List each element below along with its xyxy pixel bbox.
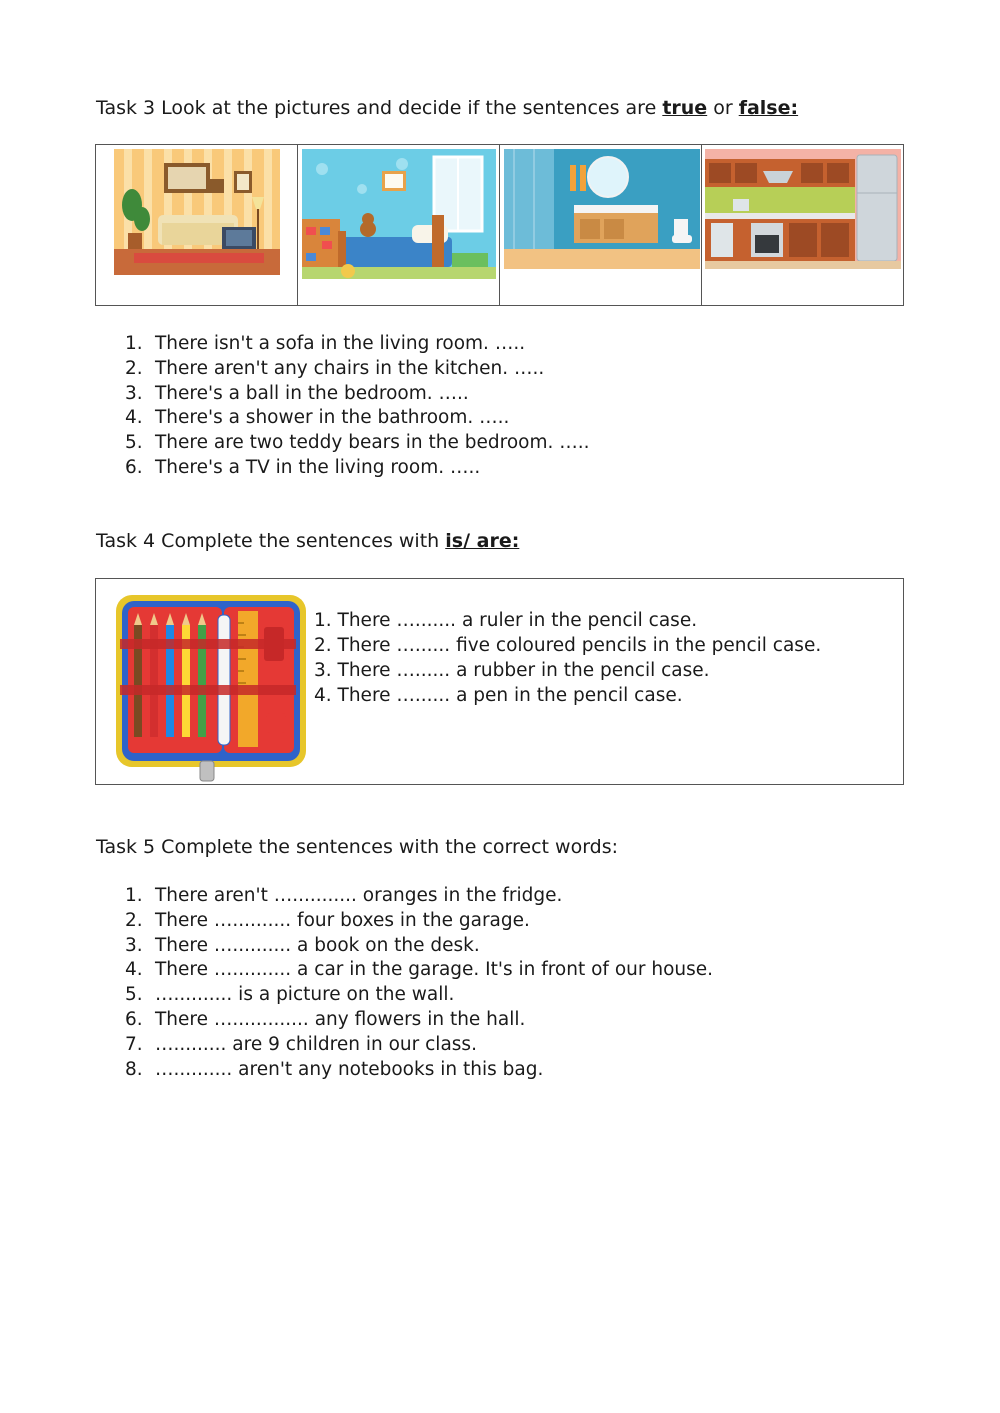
keyword-true: true [662,97,708,119]
living-room-image [114,149,280,275]
keyword-is-are: is/ are: [445,530,520,552]
task4-sentences [314,608,821,708]
list-item: 1. There …....... a ruler in the pencil case. [314,610,698,631]
list-item: 5. ….......... is a picture on the wall. [125,984,455,1006]
picture-cell-kitchen [702,145,903,305]
list-item: 3. There's a ball in the bedroom. ….. [125,382,469,404]
list-item: 1. There aren't …........... oranges in the fridge. [125,885,563,906]
list-item: 6. There …............. any flowers in the hall. [125,1008,526,1030]
list-item: 4. There's a shower in the bathroom. ….. [125,407,510,429]
list-item: 3. There ….......... a book on the desk. [125,934,480,956]
pictures-table [95,144,904,306]
list-item: 3. There …...... a rubber in the pencil case. [314,660,710,681]
picture-cell-bathroom [500,145,702,305]
list-item: 2. There …...... five coloured pencils in the pencil case. [314,635,822,656]
picture-cell-bedroom [298,145,500,305]
bathroom-image [504,149,700,269]
keyword-false: false: [738,97,799,119]
list-item: 8. ….......... aren't any notebooks in this bag. [125,1058,544,1080]
bedroom-image [302,149,496,279]
list-item: 2. There aren't any chairs in the kitchen. ….. [125,357,545,379]
list-item: 7. …......... are 9 children in our class. [125,1033,477,1055]
list-item: 4. There ….......... a car in the garage. It's in front of our house. [125,959,714,981]
list-item: 1. There isn't a sofa in the living room. ….. [125,333,526,354]
task3-sentence-list [125,332,590,481]
list-item: 5. There are two teddy bears in the bedroom. ….. [125,432,590,454]
picture-cell-living-room [96,145,298,305]
list-item: 6. There's a TV in the living room. ….. [125,456,481,478]
task3-heading: Task 3 Look at the pictures and decide if the sentences are true or false: [96,97,799,119]
list-item: 4. There …...... a pen in the pencil case. [314,685,683,706]
task5-sentence-list [125,884,713,1082]
task4-heading: Task 4 Complete the sentences with is/ are: [96,530,520,552]
list-item: 2. There ….......... four boxes in the garage. [125,909,530,931]
task5-heading: Task 5 Complete the sentences with the correct words: [96,836,619,858]
task4-box [95,578,904,785]
kitchen-image [705,149,901,269]
pencil-case-image [114,593,308,783]
